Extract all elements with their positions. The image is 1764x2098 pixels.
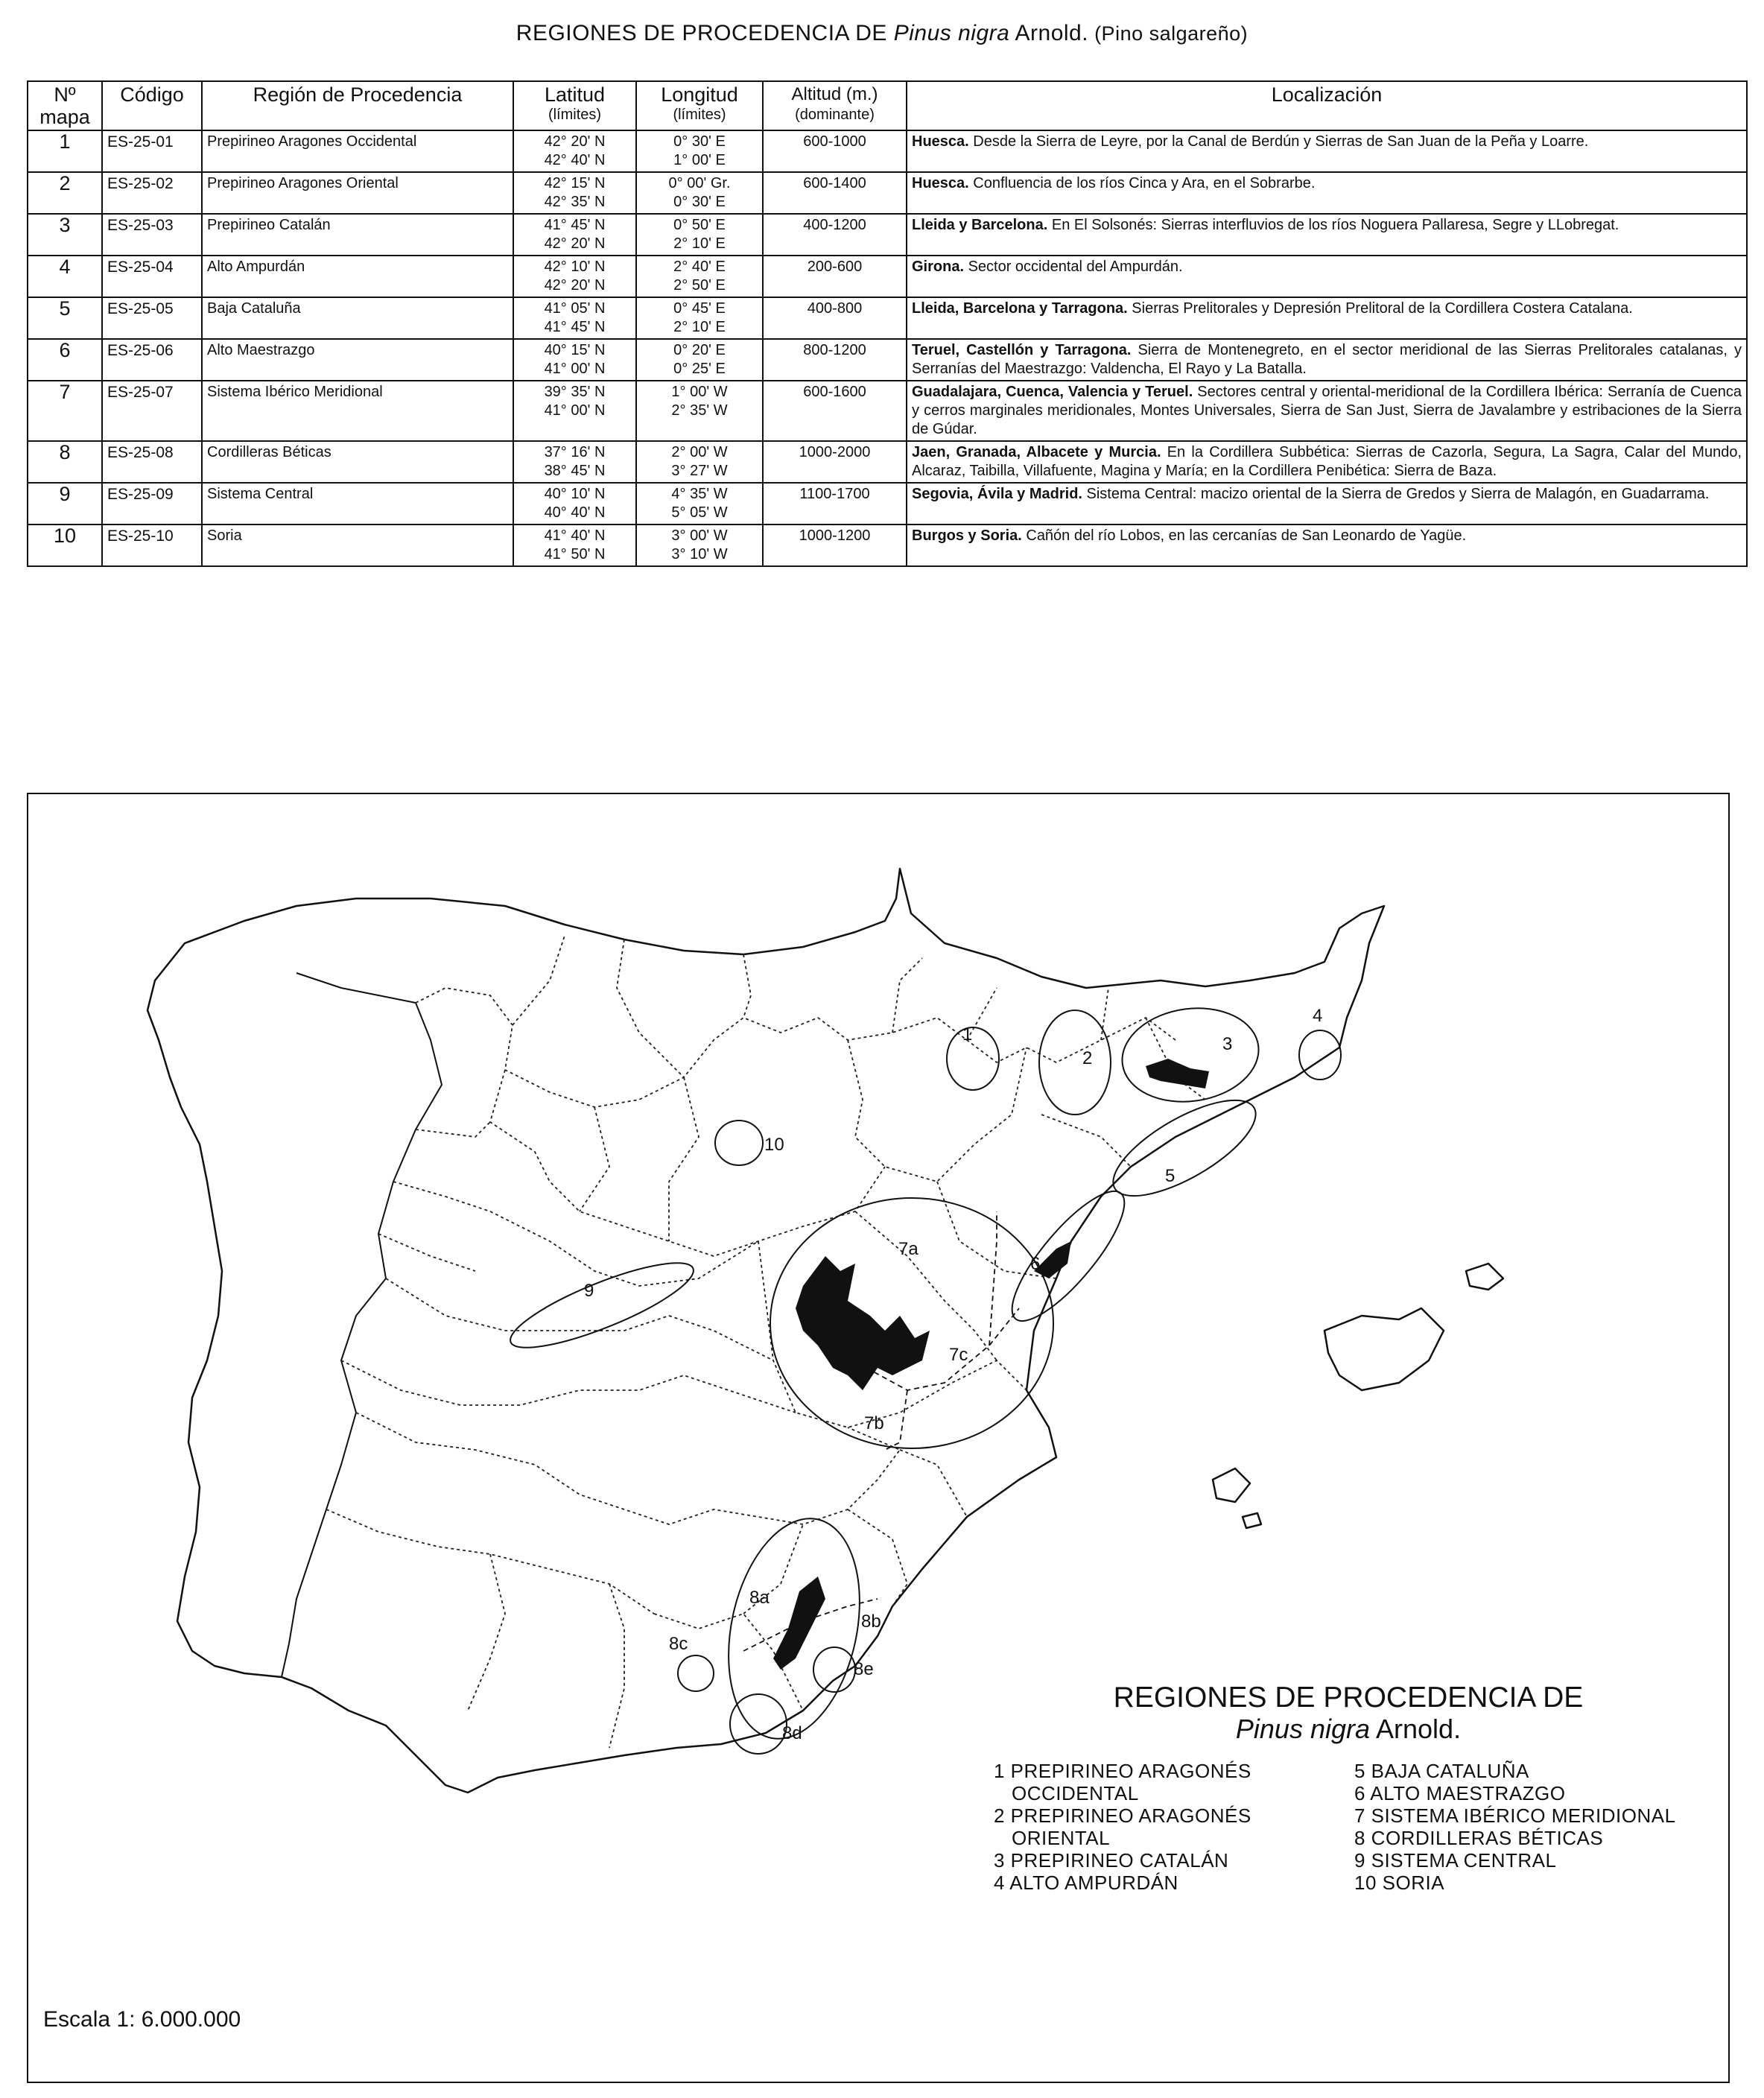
menorca-island [1466,1264,1503,1290]
region-9-outline [502,1248,701,1363]
legend-left-column [994,1760,1251,1894]
row-localization [907,339,1747,381]
table-row [28,339,1747,381]
row-localization [907,172,1747,214]
row-number: 7 [28,381,102,441]
row-code: ES-25-05 [102,297,202,339]
row-province: Segovia, Ávila y Madrid. [912,486,1082,502]
legend-item: 2 PREPIRINEO ARAGONÉS [994,1804,1251,1827]
row-longitude-min: 0° 30' E [673,133,726,150]
table-row [28,130,1747,172]
row-province: Lleida y Barcelona. [912,217,1048,233]
row-longitude-min: 1° 00' W [671,384,728,400]
row-code: ES-25-07 [102,381,202,441]
row-longitude-min: 3° 00' W [671,527,728,544]
row-number: 3 [28,214,102,256]
row-localization [907,483,1747,524]
row-latitude [513,214,636,256]
row-latitude [513,172,636,214]
iberia-coastline [147,869,1384,1793]
row-latitude-max: 41° 00' N [544,361,606,377]
row-latitude [513,381,636,441]
header-lon: Longitud (límites) [636,81,763,130]
row-longitude-min: 0° 00' Gr. [668,175,731,191]
row-longitude [636,172,763,214]
map-label-8c: 8c [669,1634,688,1654]
row-longitude [636,130,763,172]
row-region: Prepirineo Aragones Oriental [202,172,513,214]
map-label-7c: 7c [949,1345,968,1365]
row-localization [907,130,1747,172]
row-number: 6 [28,339,102,381]
header-loc: Localización [907,81,1747,130]
row-altitude: 200-600 [763,256,907,297]
row-latitude [513,339,636,381]
row-latitude [513,297,636,339]
region-10-outline [715,1121,763,1165]
row-latitude-min: 40° 15' N [544,342,606,358]
region-3-outline [1116,1000,1264,1110]
row-number: 9 [28,483,102,524]
legend-item: 6 ALTO MAESTRAZGO [1354,1782,1566,1804]
row-description: Sistema Central: macizo oriental de la Sierra de Gredos y Sierra de Malagón, en Guadarrama. [1082,486,1710,502]
row-longitude [636,483,763,524]
row-longitude-max: 0° 30' E [673,194,726,210]
title-common-name: (Pino salgareño) [1088,22,1249,45]
legend-item: 7 SISTEMA IBÉRICO MERIDIONAL [1354,1804,1676,1827]
table-row [28,483,1747,524]
row-altitude: 600-1000 [763,130,907,172]
row-localization [907,214,1747,256]
province-borders [326,936,1205,1748]
legend-item: 8 CORDILLERAS BÉTICAS [1354,1827,1604,1849]
row-code: ES-25-02 [102,172,202,214]
region-8d-outline [730,1694,787,1754]
row-longitude-max: 3° 27' W [671,463,728,479]
row-code: ES-25-06 [102,339,202,381]
row-code: ES-25-08 [102,441,202,483]
row-region: Prepirineo Aragones Occidental [202,130,513,172]
row-localization [907,256,1747,297]
row-region: Alto Maestrazgo [202,339,513,381]
row-province: Teruel, Castellón y Tarragona. [912,342,1132,358]
map-label-5: 5 [1165,1166,1176,1186]
row-latitude-max: 41° 45' N [544,319,606,335]
row-latitude-min: 37° 16' N [544,444,606,460]
table-row [28,172,1747,214]
row-altitude: 600-1600 [763,381,907,441]
legend-title: REGIONES DE PROCEDENCIA DE [1113,1682,1584,1714]
table-row [28,256,1747,297]
row-longitude-max: 2° 35' W [671,402,728,419]
row-description: Cañón del río Lobos, en las cercanías de San Leonardo de Yagüe. [1021,527,1467,544]
row-localization [907,381,1747,441]
map-label-1: 1 [962,1024,973,1045]
row-latitude-max: 40° 40' N [544,504,606,521]
map-label-9: 9 [584,1281,594,1301]
row-longitude [636,441,763,483]
legend-item: 3 PREPIRINEO CATALÁN [994,1849,1229,1872]
row-longitude [636,297,763,339]
map-label-10: 10 [764,1135,784,1155]
row-altitude: 400-1200 [763,214,907,256]
legend-item: 4 ALTO AMPURDÁN [994,1872,1178,1894]
row-longitude-max: 2° 10' E [673,235,726,252]
row-latitude [513,256,636,297]
row-latitude [513,130,636,172]
row-description: En El Solsonés: Sierras interfluvios de los ríos Noguera Pallaresa, Segre y LLobregat. [1047,217,1619,233]
title-author: Arnold. [1009,21,1089,45]
portugal-border [282,973,442,1677]
row-description: En la Cordillera Subbética: Sierras de Cazorla, Segura, La Sagra, Calar del Mundo, Alcaraz, Taibilla, Villafuente, Magina y María; en la Cordillera Penibética: Sierra de Baza. [912,444,1742,479]
row-longitude-min: 0° 45' E [673,300,726,317]
row-altitude: 400-800 [763,297,907,339]
row-region: Alto Ampurdán [202,256,513,297]
row-province: Guadalajara, Cuenca, Valencia y Teruel. [912,384,1193,400]
row-code: ES-25-01 [102,130,202,172]
row-latitude-max: 38° 45' N [544,463,606,479]
row-latitude [513,483,636,524]
legend-right-column [1354,1760,1676,1894]
row-region: Soria [202,524,513,566]
row-longitude [636,339,763,381]
legend-item: OCCIDENTAL [1012,1782,1139,1804]
table-row [28,441,1747,483]
mallorca-island [1324,1308,1444,1390]
legend-subtitle: Pinus nigra Arnold. [1235,1714,1462,1744]
row-province: Lleida, Barcelona y Tarragona. [912,300,1128,317]
row-region: Sistema Central [202,483,513,524]
row-longitude-max: 3° 10' W [671,546,728,562]
row-province: Huesca. [912,175,969,191]
row-code: ES-25-04 [102,256,202,297]
row-latitude-min: 40° 10' N [544,486,606,502]
page-title [0,21,1764,46]
map-label-3: 3 [1222,1034,1233,1054]
header-region: Región de Procedencia [202,81,513,130]
row-longitude-min: 4° 35' W [671,486,728,502]
map-label-8d: 8d [782,1723,802,1743]
region-4-outline [1299,1030,1341,1080]
row-region: Baja Cataluña [202,297,513,339]
row-latitude-min: 42° 20' N [544,133,606,150]
row-latitude-max: 42° 20' N [544,235,606,252]
region-8c-outline [678,1655,714,1691]
table-row [28,524,1747,566]
row-latitude-max: 42° 20' N [544,277,606,294]
row-altitude: 600-1400 [763,172,907,214]
title-prefix: REGIONES DE PROCEDENCIA DE [515,21,894,45]
row-longitude-max: 0° 25' E [673,361,726,377]
row-latitude-max: 41° 00' N [544,402,606,419]
row-code: ES-25-09 [102,483,202,524]
row-latitude-max: 42° 40' N [544,152,606,168]
row-latitude-min: 41° 45' N [544,217,606,233]
row-code: ES-25-03 [102,214,202,256]
row-latitude-min: 42° 15' N [544,175,606,191]
row-number: 2 [28,172,102,214]
row-region: Sistema Ibérico Meridional [202,381,513,441]
row-longitude-max: 1° 00' E [673,152,726,168]
row-longitude-max: 2° 50' E [673,277,726,294]
legend-item: 9 SISTEMA CENTRAL [1354,1849,1557,1872]
row-latitude-min: 42° 10' N [544,259,606,275]
map-label-7b: 7b [864,1413,884,1433]
legend-item: 10 SORIA [1354,1872,1445,1894]
row-longitude [636,524,763,566]
map-label-2: 2 [1082,1048,1093,1068]
ibiza-island [1213,1468,1250,1502]
row-longitude [636,214,763,256]
table-row [28,297,1747,339]
row-description: Sector occidental del Ampurdán. [964,259,1183,275]
row-longitude-min: 0° 50' E [673,217,726,233]
row-region: Cordilleras Béticas [202,441,513,483]
row-latitude-min: 41° 05' N [544,300,606,317]
header-alt: Altitud (m.) (dominante) [763,81,907,130]
map-label-7a: 7a [898,1239,919,1259]
row-longitude-max: 2° 10' E [673,319,726,335]
row-longitude-min: 2° 40' E [673,259,726,275]
formentera-island [1243,1513,1261,1528]
row-number: 4 [28,256,102,297]
header-code: Código [102,81,202,130]
row-region: Prepirineo Catalán [202,214,513,256]
row-localization [907,441,1747,483]
legend-item: ORIENTAL [1012,1827,1111,1849]
row-altitude: 1000-2000 [763,441,907,483]
legend-item: 1 PREPIRINEO ARAGONÉS [994,1760,1251,1782]
row-longitude [636,381,763,441]
map-label-8a: 8a [749,1588,770,1608]
legend-item: 5 BAJA CATALUÑA [1354,1760,1529,1782]
row-description: Sierras Prelitorales y Depresión Prelitoral de la Cordillera Costera Catalana. [1127,300,1633,317]
row-localization [907,524,1747,566]
header-lat: Latitud (límites) [513,81,636,130]
row-province: Girona. [912,259,965,275]
row-latitude [513,441,636,483]
row-code: ES-25-10 [102,524,202,566]
row-altitude: 800-1200 [763,339,907,381]
row-description: Desde la Sierra de Leyre, por la Canal de Berdún y Sierras de San Juan de la Peña y Loarre. [968,133,1589,150]
table-row [28,381,1747,441]
row-altitude: 1100-1700 [763,483,907,524]
row-latitude-max: 42° 35' N [544,194,606,210]
region-3-populations [1146,1059,1209,1088]
row-province: Huesca. [912,133,969,150]
row-number: 1 [28,130,102,172]
row-latitude-max: 41° 50' N [544,546,606,562]
region-2-outline [1039,1010,1111,1115]
map-label-8b: 8b [861,1611,881,1632]
table-row [28,214,1747,256]
row-longitude [636,256,763,297]
map-scale: Escala 1: 6.000.000 [43,2007,241,2032]
map-label-8e: 8e [854,1659,874,1679]
row-longitude-max: 5° 05' W [671,504,728,521]
row-description: Confluencia de los ríos Cinca y Ara, en el Sobrarbe. [968,175,1316,191]
region-7-populations [796,1256,930,1390]
row-latitude-min: 41° 40' N [544,527,606,544]
header-num: Nº mapa [28,81,102,130]
row-latitude [513,524,636,566]
row-province: Burgos y Soria. [912,527,1022,544]
map-label-4: 4 [1313,1006,1323,1026]
provenance-table [27,80,1748,567]
row-number: 10 [28,524,102,566]
row-localization [907,297,1747,339]
row-longitude-min: 2° 00' W [671,444,728,460]
map-label-6: 6 [1030,1254,1041,1274]
row-number: 5 [28,297,102,339]
row-description: Sierra de Montenegreto, en el sector meridional de las Sierras Prelitorales catalanas, y Serranías del Maestrazgo: Valdencha, El Rayo y La Batalla. [912,342,1742,377]
row-longitude-min: 0° 20' E [673,342,726,358]
table-header-row [28,81,1747,130]
row-latitude-min: 39° 35' N [544,384,606,400]
row-number: 8 [28,441,102,483]
title-species: Pinus nigra [893,21,1010,45]
row-altitude: 1000-1200 [763,524,907,566]
row-description: Sectores central y oriental-meridional de la Cordillera Ibérica: Serranía de Cuenca y cerros marginales meridionales, Montes Universales, Sierra de San Just, Sierra de Javalambre y estribaciones de la Sierra de Gúdar. [912,384,1742,437]
row-province: Jaen, Granada, Albacete y Murcia. [912,444,1161,460]
